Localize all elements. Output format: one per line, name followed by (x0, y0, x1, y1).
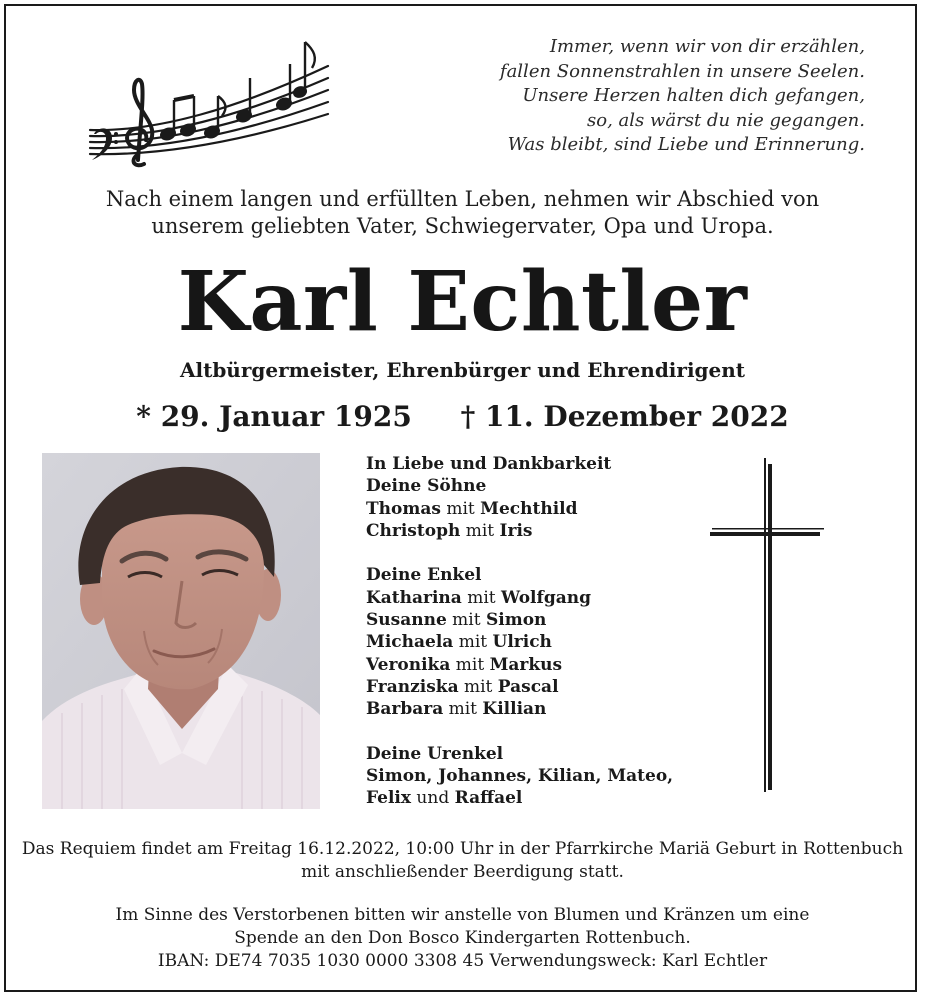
connector: mit (452, 610, 481, 631)
poem (435, 35, 865, 158)
intro-text (0, 186, 925, 240)
intro-line: unserem geliebten Vater, Schwiegervater, Opa und Uropa. (151, 214, 774, 238)
partner-name: Markus (489, 654, 563, 675)
portrait-photo (42, 453, 320, 809)
family-list (366, 453, 696, 810)
son-name: Thomas (366, 498, 441, 519)
great-grandchildren-title: Deine Urenkel (366, 743, 504, 764)
grandchild-name: Barbara (366, 699, 444, 720)
deceased-name: Karl Echtler (177, 254, 748, 350)
connector: mit (464, 676, 493, 697)
iban-line: IBAN: DE74 7035 1030 0000 3308 45 Verwendungsweck: Karl Echtler (157, 951, 768, 971)
list-item (366, 609, 696, 631)
great-grandchildren-line: Simon, Johannes, Kilian, Mateo, (366, 766, 674, 787)
partner-name: Pascal (497, 676, 559, 697)
grandchild-name: Michaela (366, 632, 454, 653)
grandchild-name: Veronika (366, 654, 451, 675)
family-heading: In Liebe und Dankbarkeit (366, 454, 612, 474)
donation-request (0, 904, 925, 973)
son-name: Christoph (366, 520, 461, 541)
poem-line: so, als wärst du nie gegangen. (587, 109, 865, 131)
poem-line: Was bleibt, sind Liebe und Erinnerung. (507, 134, 865, 156)
spacer (366, 721, 696, 743)
connector: mit (458, 632, 488, 653)
connector: mit (465, 520, 495, 541)
requiem-info (0, 838, 925, 884)
cross-icon (706, 458, 828, 792)
requiem-line: mit anschließender Beerdigung statt. (301, 862, 624, 882)
connector: mit (467, 587, 496, 608)
list-item (366, 498, 696, 520)
partner-name: Ulrich (492, 632, 552, 653)
great-grandchildren-line (366, 787, 696, 809)
list-item (366, 587, 696, 609)
list-item (366, 654, 696, 676)
connector: mit (446, 498, 475, 519)
deceased-role: Altbürgermeister, Ehrenbürger und Ehrendirigent (179, 358, 746, 382)
death-date: † 11. Dezember 2022 (460, 400, 789, 433)
great-grandchild-name: Felix (366, 788, 412, 809)
partner-name: Simon (485, 610, 547, 631)
life-dates (0, 398, 925, 436)
connector: mit (448, 699, 478, 720)
grandchild-name: Susanne (366, 610, 447, 631)
poem-line: Unsere Herzen halten dich gefangen, (522, 85, 865, 107)
list-item (366, 698, 696, 720)
birth-date: * 29. Januar 1925 (136, 400, 412, 433)
poem-line: Immer, wenn wir von dir erzählen, (549, 36, 865, 57)
donation-line: Spende an den Don Bosco Kindergarten Rottenbuch. (234, 928, 691, 948)
list-item (366, 520, 696, 542)
partner-name: Iris (499, 520, 533, 541)
list-item (366, 631, 696, 653)
poem-line: fallen Sonnenstrahlen in unsere Seelen. (499, 60, 865, 82)
sons-title: Deine Söhne (366, 476, 487, 497)
grandchild-name: Katharina (366, 587, 462, 608)
list-item (366, 676, 696, 698)
partner-name: Mechthild (480, 498, 578, 519)
intro-line: Nach einem langen und erfüllten Leben, nehmen wir Abschied von (105, 187, 820, 211)
requiem-line: Das Requiem findet am Freitag 16.12.2022, 10:00 Uhr in der Pfarrkirche Mariä Geburt in Rottenbuch (21, 839, 904, 859)
partner-name: Killian (482, 699, 547, 720)
partner-name: Wolfgang (501, 587, 591, 608)
donation-line: Im Sinne des Verstorbenen bitten wir anstelle von Blumen und Kränzen um eine (115, 905, 810, 925)
grandchild-name: Franziska (366, 676, 459, 697)
spacer (366, 542, 696, 564)
music-notes-icon (88, 38, 332, 174)
grandchildren-title: Deine Enkel (366, 565, 482, 586)
connector: und (416, 788, 450, 809)
connector: mit (455, 654, 485, 675)
great-grandchild-name: Raffael (454, 788, 523, 809)
